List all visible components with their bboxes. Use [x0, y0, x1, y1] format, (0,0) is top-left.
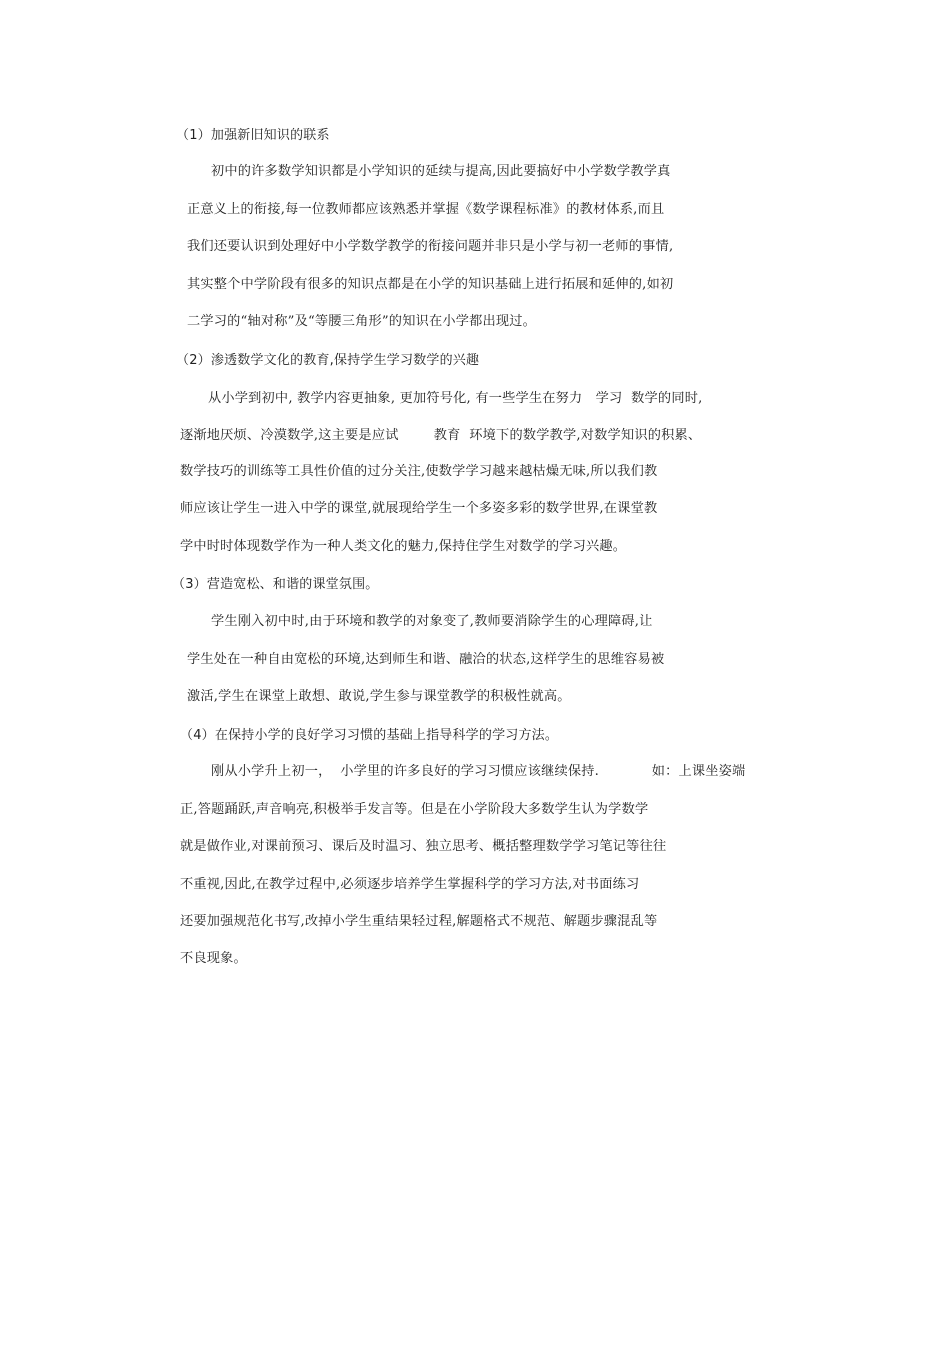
section-3-line-2: 学生处在一种自由宽松的环境,达到师生和谐、融洽的状态,这样学生的思维容易被: [187, 652, 665, 667]
section-1-line-3: 我们还要认识到处理好中小学数学教学的衔接问题并非只是小学与初一老师的事情,: [187, 239, 674, 254]
section-3-line-3: 激活,学生在课堂上敢想、敢说,学生参与课堂教学的积极性就高。: [187, 689, 571, 704]
section-4-line-2: 正,答题踊跃,声音响亮,积极举手发言等。但是在小学阶段大多数学生认为学数学: [180, 802, 649, 817]
section-4-line-3: 就是做作业,对课前预习、课后及时温习、独立思考、概括整理数学学习笔记等往往: [180, 839, 667, 854]
section-4-line-5: 还要加强规范化书写,改掉小学生重结果轻过程,解题格式不规范、解题步骤混乱等: [180, 914, 658, 929]
section-2-line-5: 学中时时体现数学作为一种人类文化的魅力,保持住学生对数学的学习兴趣。: [180, 539, 627, 554]
section-2-line-4: 师应该让学生一进入中学的课堂,就展现给学生一个多姿多彩的数学世界,在课堂教: [180, 501, 658, 516]
section-1-line-1: 初中的许多数学知识都是小学知识的延续与提高,因此要搞好中小学数学教学真: [211, 164, 671, 179]
section-1-line-5: 二学习的“轴对称”及“等腰三角形”的知识在小学都出现过。: [187, 314, 537, 329]
section-1-line-4: 其实整个中学阶段有很多的知识点都是在小学的知识基础上进行拓展和延伸的,如初: [187, 277, 674, 292]
section-1-heading: （1）加强新旧知识的联系: [176, 128, 330, 143]
section-2-line-2: 逐渐地厌烦、冷漠数学,这主要是应试 教育 环境下的数学教学,对数学知识的积累、: [180, 428, 702, 443]
section-2-line-3: 数学技巧的训练等工具性价值的过分关注,使数学学习越来越枯燥无味,所以我们教: [180, 464, 658, 479]
section-4-line-6: 不良现象。: [180, 951, 247, 966]
section-4-heading: （4）在保持小学的良好学习习惯的基础上指导科学的学习方法。: [180, 728, 559, 743]
section-1-line-2: 正意义上的衔接,每一位教师都应该熟悉并掌握《数学课程标准》的教材体系,而且: [187, 202, 665, 217]
section-2-heading: （2）渗透数学文化的教育,保持学生学习数学的兴趣: [176, 353, 480, 368]
section-4-line-4: 不重视,因此,在教学过程中,必须逐步培养学生掌握科学的学习方法,对书面练习: [180, 877, 640, 892]
section-3-line-1: 学生刚入初中时,由于环境和教学的对象变了,教师要消除学生的心理障碍,让: [211, 614, 653, 629]
section-2-line-1: 从小学到初中, 教学内容更抽象, 更加符号化, 有一些学生在努力 学习 数学的同时,: [208, 391, 703, 406]
section-3-heading: （3）营造宽松、和谐的课堂氛围。: [172, 577, 379, 592]
section-4-line-1: 刚从小学升上初一， 小学里的许多良好的学习习惯应该继续保持. 如：上课坐姿端: [211, 764, 746, 779]
